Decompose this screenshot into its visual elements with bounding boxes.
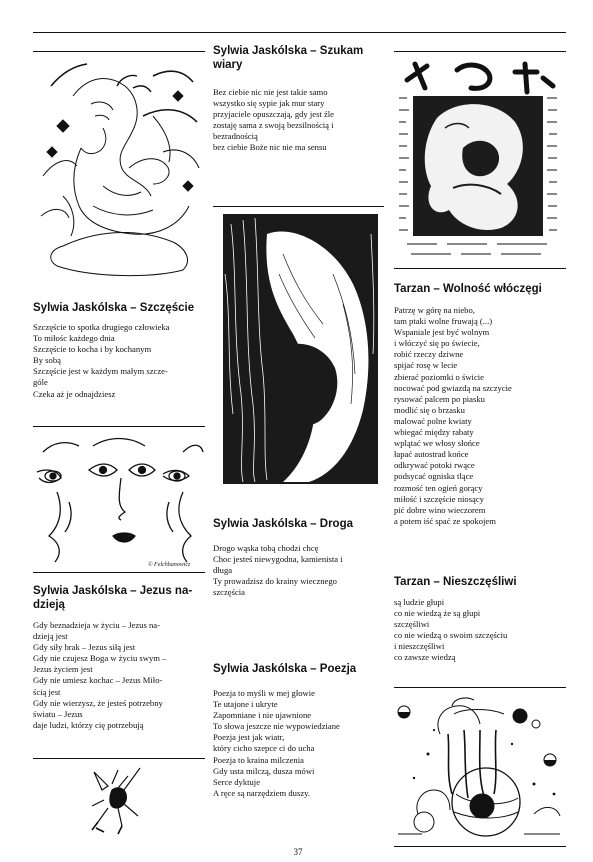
poem-line: Gdy nie czujesz Boga w życiu swym – [33, 653, 167, 664]
divider [394, 268, 566, 269]
divider [394, 51, 566, 52]
divider [213, 206, 384, 207]
poem-body-poezja [213, 688, 384, 799]
poem-line: spijać rosę w lecie [394, 360, 458, 371]
poem-line: bez ciebie Boże nic nie ma sensu [213, 142, 327, 153]
poem-line: Poezja jest jak wiatr, [213, 732, 285, 743]
poem-line: odkrywać potoki rwące [394, 460, 475, 471]
poem-line: Gdy beznadzieja w życiu – Jezus na- [33, 620, 160, 630]
divider [33, 426, 205, 427]
divider [33, 572, 205, 573]
poem-line: Serce dyktuje [213, 776, 261, 787]
poem-line: Poezja to kraina milczenia [213, 754, 304, 765]
poem-line: Zapomniane i nie ujawnione [213, 710, 312, 721]
poem-body-jezus [33, 620, 205, 731]
poem-line: ścią jest [33, 686, 61, 697]
poem-body-szukam-wiary [213, 87, 384, 154]
column-left [33, 0, 205, 862]
poem-line: Gdy usta milczą, dusza mówi [213, 765, 315, 776]
artist-signature: © Felchhanowicz [148, 562, 191, 568]
poem-title-wolnosc-wloczegi: Tarzan – Wolność włóczęgi [394, 283, 542, 295]
poem-line: wplątać we włosy słońce [394, 438, 480, 449]
poem-line: przyjaciele opuszczają, gdy jest źle [213, 109, 334, 120]
poem-body-droga [213, 543, 384, 598]
poem-line: tam ptaki wolne fruwają (...) [394, 316, 493, 327]
poem-line: a potem iść spać ze spokojem [394, 515, 496, 526]
poem-title-szukam-wiary [213, 44, 384, 72]
poem-title-szczescie: Sylwia Jaskólska – Szczęście [33, 302, 195, 314]
illustration-three-faces [33, 432, 205, 570]
poem-line: To miłośc każdego dnia [33, 333, 115, 344]
poem-line: Jezus życiem jest [33, 664, 93, 675]
poem-line: Gdy nie wierzysz, że jesteś potrzebny [33, 697, 163, 708]
poem-line: i włóczyć się po świecie, [394, 338, 480, 349]
column-middle [213, 0, 384, 862]
poem-line: i nieszczęśliwi [394, 641, 445, 652]
poem-line: który cicho szepce ci do ucha [213, 743, 315, 754]
poem-line: co zawsze wiedzą [394, 652, 456, 663]
poem-line: miłość i szczęście niosący [394, 493, 484, 504]
poem-body-nieszczesliwi [394, 597, 566, 664]
poem-line: Te utajone i ukryte [213, 699, 278, 710]
divider [394, 687, 566, 688]
poem-line: co nie wiedzą że są głupi [394, 608, 481, 619]
poem-line: daje ludzi, którzy cię potrzebują [33, 719, 144, 730]
poem-line: rozmość ten ogień gorący [394, 482, 483, 493]
poem-line: są ludzie głupi [394, 597, 445, 607]
poem-line: zostaję sama z swoją bezsilnością i [213, 120, 334, 131]
poem-title-droga: Sylwia Jaskólska – Droga [213, 518, 353, 530]
poem-line: góle [33, 377, 48, 388]
poem-title-poezja: Sylwia Jaskólska – Poezja [213, 663, 357, 675]
poem-line: By sobą [33, 355, 61, 366]
poem-line: Poezja to myśli w mej głowie [213, 688, 315, 698]
poem-line: co nie wiedzą o swoim szczęściu [394, 630, 508, 641]
illustration-dancer [88, 764, 150, 836]
poem-title-nieszczesliwi: Tarzan – Nieszczęśliwi [394, 576, 517, 588]
poem-line: szczęścia [213, 587, 245, 598]
poem-line: To słowa jeszcze nie wypowiedziane [213, 721, 340, 732]
poem-line: podsycać ogniska tlące [394, 471, 474, 482]
poem-line: Szczęście jest w każdym małym szcze- [33, 366, 168, 377]
poem-line: zbierać poziomki o świcie [394, 371, 484, 382]
poem-line: malować polne kwiaty [394, 415, 472, 426]
poem-line: nocować pod gwiazdą na szczycie [394, 382, 512, 393]
poem-line: Gdy nie umiesz kochac – Jezus Miło- [33, 675, 163, 686]
title-line: dzieją [33, 599, 65, 611]
title-line: Sylwia Jaskólska – Szukam [213, 45, 364, 57]
title-line: Sylwia Jaskólska – Jezus na- [33, 585, 193, 597]
poem-line: Drogo wąska tobą chodzi chcę [213, 543, 319, 553]
poem-line: Patrzę w górę na niebo, [394, 305, 475, 315]
illustration-girl-with-flowers [33, 56, 205, 284]
poem-line: Szczęście to kocha i by kochanym [33, 344, 152, 355]
poem-line: bezradnością [213, 131, 258, 142]
poem-line: wszystko się sypie jak mur stary [213, 98, 325, 109]
poem-body-szczescie [33, 322, 205, 400]
poem-line: Bez ciebie nic nie jest takie samo [213, 87, 328, 97]
poem-line: dzieją jest [33, 631, 68, 642]
poem-line: Gdy siły brak – Jezus siłą jest [33, 642, 136, 653]
poem-line: robić rzeczy dziwne [394, 349, 464, 360]
poem-line: szczęśliwi [394, 619, 430, 630]
title-line: wiary [213, 59, 243, 71]
poem-body-wolnosc-wloczegi [394, 305, 566, 527]
poem-line: Czeka aż je odnajdziesz [33, 388, 116, 399]
poem-line: modlić się o brzasku [394, 404, 465, 415]
poem-line: Szczęście to spotka drugiego człowieka [33, 322, 170, 332]
poem-line: pić dobre wino wieczorem [394, 504, 486, 515]
divider [33, 51, 205, 52]
poem-line: wbiegać między rabaty [394, 427, 474, 438]
poem-title-jezus [33, 584, 205, 612]
poem-line: Wspaniale jest być wolnym [394, 327, 490, 338]
poem-line: Choc jesteś niewygodna, kamienista i [213, 554, 343, 565]
divider [33, 758, 205, 759]
page-number: 37 [293, 847, 303, 857]
poem-line: rysować palcem po piasku [394, 393, 485, 404]
poem-line: Ty prowadzisz do krainy wiecznego [213, 576, 337, 587]
illustration-calligraphy-figure [397, 58, 559, 262]
divider [394, 846, 566, 847]
illustration-hair-silhouette [223, 214, 378, 484]
column-right [394, 0, 566, 862]
poem-line: A ręce są narzędziem duszy. [213, 787, 311, 798]
poem-line: łapać autostrad końce [394, 449, 469, 460]
poem-line: długa [213, 565, 233, 576]
illustration-planets-figures [394, 694, 566, 840]
poem-line: światu – Jezus [33, 708, 83, 719]
